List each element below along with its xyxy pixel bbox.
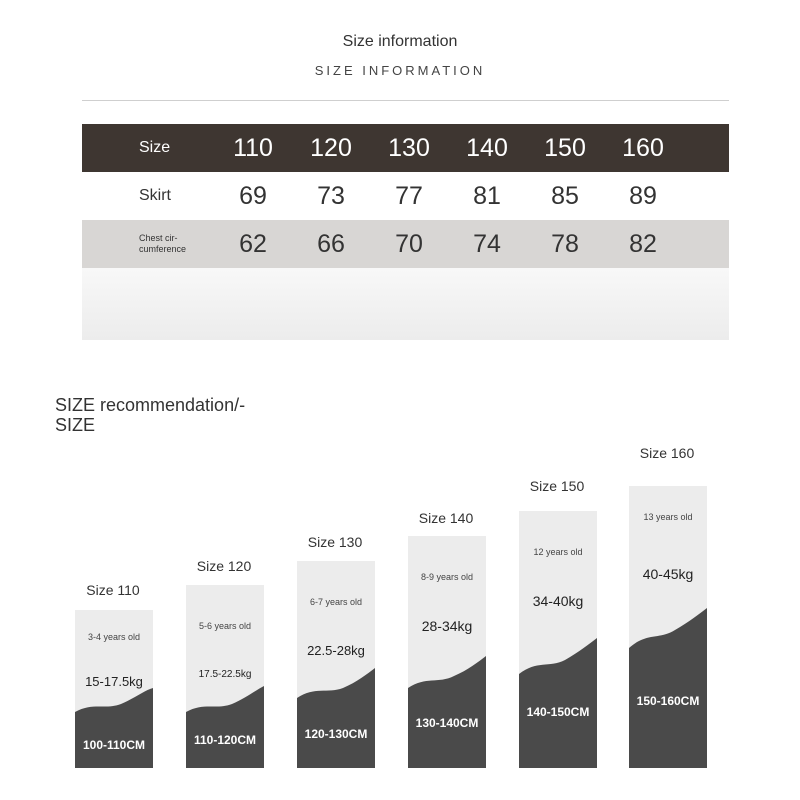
age-label: 12 years old bbox=[533, 547, 583, 557]
wave-shape bbox=[75, 688, 153, 768]
size-bar bbox=[186, 558, 264, 768]
bar-size-label: Size 110 bbox=[86, 582, 140, 598]
wave-shape bbox=[629, 608, 707, 768]
bar-size-label: Size 120 bbox=[196, 558, 252, 574]
weight-label: 40-45kg bbox=[642, 566, 694, 582]
chest-cell: 62 bbox=[239, 229, 267, 258]
page-title: Size information bbox=[342, 33, 458, 50]
height-label: 120-130CM bbox=[304, 727, 368, 741]
size-cell: 160 bbox=[622, 133, 664, 162]
wave-shape bbox=[519, 638, 597, 768]
size-bar bbox=[519, 478, 597, 768]
wave-shape bbox=[186, 686, 264, 768]
size-bar bbox=[629, 445, 707, 768]
age-label: 13 years old bbox=[643, 512, 693, 522]
skirt-cell: 77 bbox=[395, 181, 423, 210]
chest-cell: 78 bbox=[551, 229, 579, 258]
size-bar bbox=[297, 534, 375, 768]
page-subtitle: SIZE INFORMATION bbox=[314, 63, 486, 78]
weight-label: 15-17.5kg bbox=[85, 674, 143, 689]
bar-body bbox=[408, 536, 486, 768]
table-header-row bbox=[82, 124, 729, 172]
divider bbox=[82, 100, 729, 101]
height-label: 130-140CM bbox=[415, 716, 479, 730]
bar-body bbox=[519, 511, 597, 768]
skirt-cell: 81 bbox=[473, 181, 501, 210]
recommendation-title: SIZE recommendation/- SIZE bbox=[55, 395, 246, 435]
skirt-cell: 69 bbox=[239, 181, 267, 210]
chest-cell: 74 bbox=[473, 229, 501, 258]
weight-label: 34-40kg bbox=[532, 593, 584, 609]
bar-size-label: Size 140 bbox=[418, 510, 474, 526]
age-label: 6-7 years old bbox=[309, 597, 363, 607]
size-cell: 110 bbox=[233, 133, 273, 162]
age-label: 5-6 years old bbox=[198, 621, 252, 631]
size-cell: 130 bbox=[388, 133, 430, 162]
age-label: 3-4 years old bbox=[87, 632, 141, 642]
size-bar bbox=[408, 510, 486, 768]
bar-size-label: Size 160 bbox=[639, 445, 695, 461]
bar-body bbox=[297, 561, 375, 768]
weight-label: 22.5-28kg bbox=[307, 643, 365, 658]
chest-cell: 70 bbox=[395, 229, 423, 258]
size-table bbox=[82, 124, 729, 268]
table-row-skirt bbox=[82, 172, 729, 220]
chest-cell: 82 bbox=[629, 229, 657, 258]
bar-body bbox=[186, 585, 264, 768]
size-cell: 140 bbox=[466, 133, 508, 162]
bar-body bbox=[75, 610, 153, 768]
wave-shape bbox=[297, 668, 375, 768]
wave-shape bbox=[408, 656, 486, 768]
height-label: 150-160CM bbox=[636, 694, 700, 708]
height-label: 140-150CM bbox=[526, 705, 590, 719]
skirt-cell: 89 bbox=[629, 181, 657, 210]
weight-label: 28-34kg bbox=[421, 618, 473, 634]
table-row-chest bbox=[82, 220, 729, 268]
size-cell: 150 bbox=[544, 133, 586, 162]
skirt-cell: 73 bbox=[317, 181, 345, 210]
table-fade-area bbox=[82, 268, 729, 340]
age-label: 8-9 years old bbox=[420, 572, 474, 582]
weight-label: 17.5-22.5kg bbox=[198, 669, 252, 680]
bar-body bbox=[629, 486, 707, 768]
bar-size-label: Size 130 bbox=[307, 534, 363, 550]
skirt-label: Skirt bbox=[139, 187, 171, 204]
bar-size-label: Size 150 bbox=[529, 478, 585, 494]
chest-cell: 66 bbox=[317, 229, 345, 258]
size-bar bbox=[75, 582, 153, 768]
header-label: Size bbox=[139, 139, 171, 156]
height-label: 110-120CM bbox=[193, 733, 257, 747]
size-cell: 120 bbox=[310, 133, 352, 162]
skirt-cell: 85 bbox=[551, 181, 579, 210]
chest-label: Chest cir- cumference bbox=[139, 233, 187, 254]
height-label: 100-110CM bbox=[82, 738, 146, 752]
